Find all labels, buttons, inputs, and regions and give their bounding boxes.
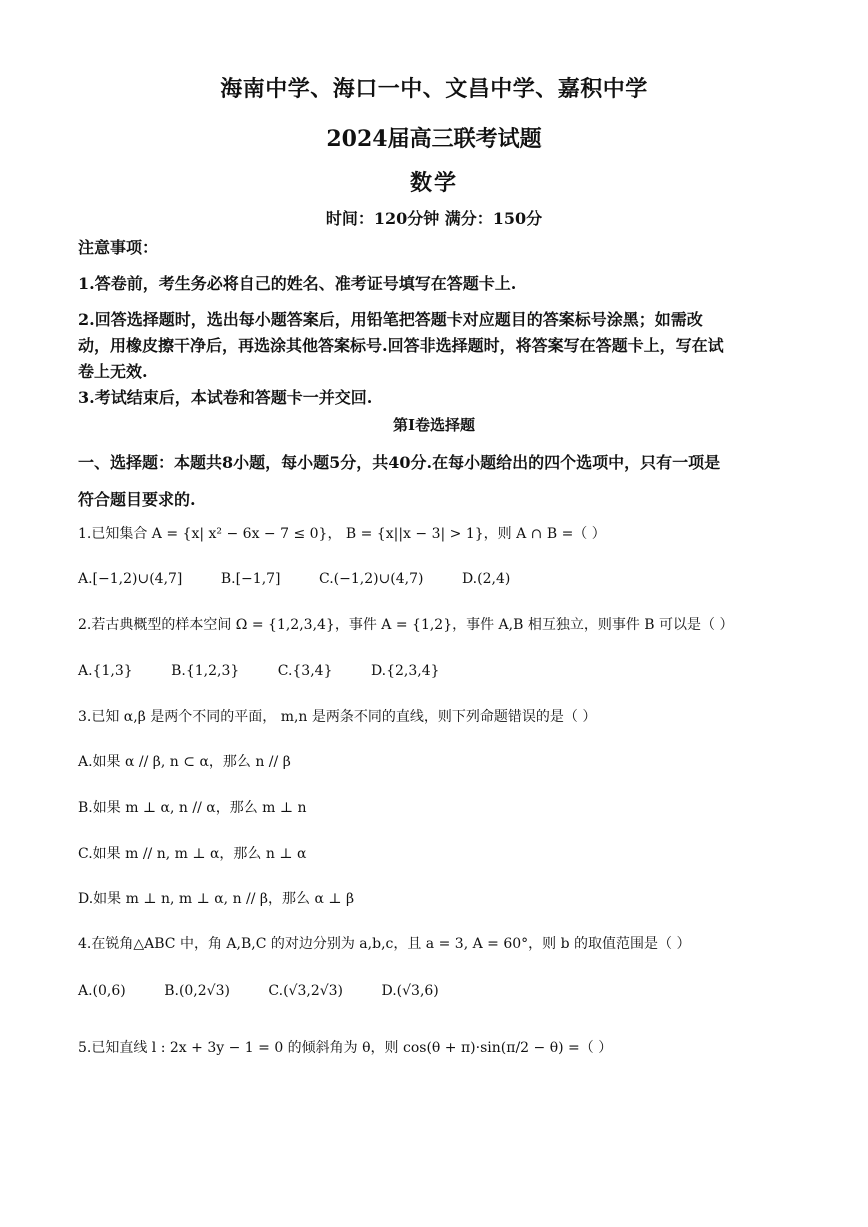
question-2-option-d: D.{2,3,4} xyxy=(370,663,440,679)
question-4-options xyxy=(78,980,808,1002)
question-3-option-b: B.如果 m ⊥ α, n // α，那么 m ⊥ n xyxy=(78,800,307,816)
part-instructions-2: 符合题目要求的. xyxy=(78,490,196,509)
notice-item-1: 1.答卷前，考生务必将自己的姓名、准考证号填写在答题卡上. xyxy=(78,274,517,293)
question-4-option-a: A.(0,6) xyxy=(78,983,126,999)
question-2-option-c: C.{3,4} xyxy=(277,663,333,679)
time-info: 时间：120分钟 满分：150分 xyxy=(325,209,543,228)
question-4-option-b: B.(0,2√3) xyxy=(164,983,230,999)
section-title: 第I卷选择题 xyxy=(392,416,476,434)
question-1-option-d: D.(2,4) xyxy=(461,571,511,587)
question-1-option-b: B.[−1,7] xyxy=(220,571,281,587)
notice-item-2b: 动，用橡皮擦干净后，再选涂其他答案标号.回答非选择题时，将答案写在答题卡上，写在试 xyxy=(78,336,724,355)
question-2-option-a: A.{1,3} xyxy=(78,663,133,679)
subject-title: 数学 xyxy=(409,170,458,196)
question-3-option-c: C.如果 m // n, m ⊥ α，那么 n ⊥ α xyxy=(78,846,307,862)
notice-title: 注意事项： xyxy=(78,238,159,257)
notice-item-2a: 2.回答选择题时，选出每小题答案后，用铅笔把答题卡对应题目的答案标号涂黑；如需改 xyxy=(78,310,703,329)
question-1-stem: 1.已知集合 A = {x| x² − 6x − 7 ≤ 0}， B = {x||x − 3| > 1}，则 A ∩ B =（ ） xyxy=(78,526,606,542)
question-4-option-d: D.(√3,6) xyxy=(381,983,439,999)
question-4-option-c: C.(√3,2√3) xyxy=(268,983,344,999)
schools-title: 海南中学、海口一中、文昌中学、嘉积中学 xyxy=(220,76,648,102)
question-5-stem: 5.已知直线 l : 2x + 3y − 1 = 0 的倾斜角为 θ，则 cos(θ + π)·sin(π/2 − θ) =（ ） xyxy=(78,1040,613,1056)
question-3-option-d: D.如果 m ⊥ n, m ⊥ α, n // β，那么 α ⊥ β xyxy=(78,891,355,907)
part-instructions-1: 一、选择题：本题共8小题，每小题5分，共40分.在每小题给出的四个选项中，只有一项是 xyxy=(78,453,721,472)
notice-item-3: 3.考试结束后，本试卷和答题卡一并交回. xyxy=(78,388,373,407)
question-2-option-b: B.{1,2,3} xyxy=(171,663,240,679)
question-1-option-a: A.[−1,2)∪(4,7] xyxy=(78,571,183,587)
question-4-stem: 4.在锐角△ABC 中，角 A,B,C 的对边分别为 a,b,c，且 a = 3, A = 60°，则 b 的取值范围是（ ） xyxy=(78,936,691,952)
exam-title: 2024届高三联考试题 xyxy=(326,126,542,152)
question-3-option-a: A.如果 α // β, n ⊂ α，那么 n // β xyxy=(78,754,291,770)
notice-item-2c: 卷上无效. xyxy=(78,362,148,381)
question-1-options xyxy=(78,568,808,590)
question-1-option-c: C.(−1,2)∪(4,7) xyxy=(318,571,424,587)
question-3-stem: 3.已知 α,β 是两个不同的平面， m,n 是两条不同的直线，则下列命题错误的是（ ） xyxy=(78,709,597,725)
question-2-stem: 2.若古典概型的样本空间 Ω = {1,2,3,4}，事件 A = {1,2}，事件 A,B 相互独立，则事件 B 可以是（ ） xyxy=(78,617,734,633)
question-2-options xyxy=(78,660,808,682)
